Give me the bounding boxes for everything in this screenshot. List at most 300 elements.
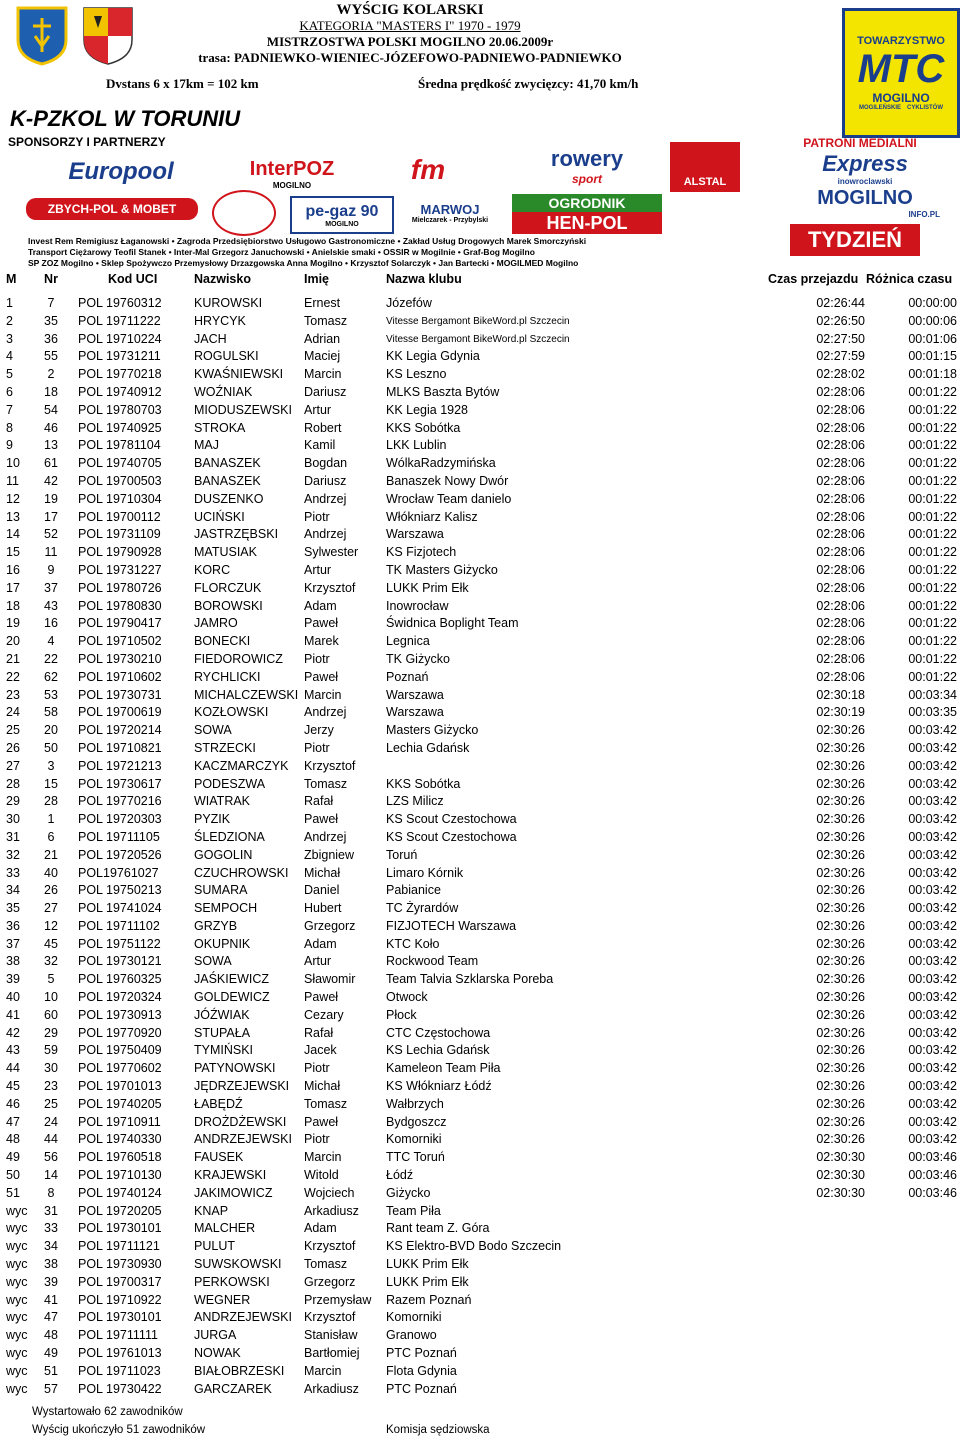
- cell-start-number: 36: [44, 331, 58, 346]
- cell-club: FIZJOTECH Warszawa: [386, 918, 517, 933]
- table-row: [0, 562, 960, 580]
- race-route: trasa: PADNIEWKO-WIENIEC-JÓZEFOWO-PADNIEWO-PADNIEWKO: [198, 50, 622, 65]
- cell-uci-code: POL 19730210: [78, 651, 162, 666]
- cell-place: 42: [6, 1025, 20, 1040]
- cell-uci-code: POL 19770216: [78, 794, 162, 809]
- cell-place: 14: [6, 527, 20, 542]
- table-row: [0, 1060, 960, 1078]
- cell-time-gap: 00:03:42: [908, 936, 957, 951]
- cell-surname: JĘDRZEJEWSKI: [194, 1079, 290, 1094]
- cell-time-gap: 00:01:06: [908, 331, 957, 346]
- cell-first-name: Stanisław: [304, 1328, 358, 1343]
- cell-start-number: 49: [44, 1346, 58, 1361]
- table-row: [0, 1220, 960, 1238]
- cell-start-number: 29: [44, 1025, 58, 1040]
- cell-start-number: 1: [47, 812, 55, 827]
- cell-first-name: Michał: [304, 865, 341, 880]
- cell-uci-code: POL 19730121: [78, 954, 162, 969]
- cell-time: 02:28:06: [816, 669, 865, 684]
- started-count: Wystartowało 62 zawodników: [32, 1406, 183, 1418]
- cell-place: wyc: [6, 1310, 28, 1325]
- cell-club: Komorniki: [386, 1310, 442, 1325]
- table-row: [0, 918, 960, 936]
- cell-uci-code: POL 19731109: [78, 527, 161, 542]
- cell-first-name: Tomasz: [304, 776, 348, 791]
- henpol-text: HEN-POL: [546, 212, 628, 233]
- kpzkol-logo: [10, 104, 250, 134]
- table-row: [0, 989, 960, 1007]
- cell-time: 02:30:26: [816, 829, 865, 844]
- cell-time-gap: 00:03:42: [908, 901, 957, 916]
- cell-uci-code: POL 19700619: [78, 705, 162, 720]
- table-row: [0, 1345, 960, 1363]
- cell-time: 02:30:26: [816, 812, 865, 827]
- sponsor-line: SP ZOZ Mogilno • Sklep Spożywczo Przemysłowy Drzazgowska Anna Mogilno • Krzysztof Solarczyk • Jan Bartecki • MOGILMED Mogilno: [28, 258, 579, 268]
- table-row: [0, 1078, 960, 1096]
- cell-start-number: 38: [44, 1257, 58, 1272]
- cell-time-gap: 00:03:42: [908, 918, 957, 933]
- table-row: [0, 437, 960, 455]
- cell-uci-code: POL 19710304: [78, 491, 162, 506]
- cell-uci-code: POL 19731227: [78, 562, 162, 577]
- table-row: [0, 847, 960, 865]
- express-sub-text: inowroclawski: [837, 176, 893, 184]
- cell-place: 12: [6, 491, 20, 506]
- cell-start-number: 34: [44, 1239, 58, 1254]
- cell-uci-code: POL 19730930: [78, 1257, 162, 1272]
- cell-start-number: 18: [44, 384, 58, 399]
- cell-first-name: Grzegorz: [304, 918, 356, 933]
- table-row: [0, 704, 960, 722]
- cell-surname: MAJ: [194, 438, 219, 453]
- mtc-top-text: TOWARZYSTWO: [857, 35, 945, 47]
- cell-start-number: 53: [44, 687, 58, 702]
- pegaz-logo: [290, 196, 394, 234]
- cell-start-number: 35: [44, 313, 58, 328]
- table-row: [0, 615, 960, 633]
- col-m: M: [6, 272, 17, 286]
- table-row: [0, 776, 960, 794]
- cell-first-name: Maciej: [304, 349, 341, 364]
- cell-first-name: Adam: [304, 936, 337, 951]
- cell-first-name: Paweł: [304, 1114, 339, 1129]
- cell-time: 02:28:06: [816, 438, 865, 453]
- cell-club: Granowo: [386, 1328, 437, 1343]
- cell-time-gap: 00:01:22: [908, 634, 957, 649]
- cell-time: 02:28:06: [816, 473, 865, 488]
- cell-start-number: 19: [44, 491, 58, 506]
- cell-place: 4: [6, 349, 13, 364]
- table-row: [0, 1185, 960, 1203]
- cell-start-number: 28: [44, 794, 58, 809]
- cell-time: 02:30:26: [816, 1114, 865, 1129]
- cell-first-name: Marek: [304, 634, 339, 649]
- express-logo: [790, 152, 940, 184]
- cell-club: TTC Toruń: [386, 1150, 445, 1165]
- cell-surname: KACZMARCZYK: [194, 758, 289, 773]
- cell-time-gap: 00:03:42: [908, 740, 957, 755]
- cell-club: MLKS Baszta Bytów: [386, 384, 500, 399]
- cell-club: Włókniarz Kalisz: [386, 509, 478, 524]
- cell-start-number: 15: [44, 776, 58, 791]
- cell-first-name: Rafał: [304, 1025, 334, 1040]
- cell-time: 02:30:26: [816, 1096, 865, 1111]
- cell-club: Warszawa: [386, 687, 444, 702]
- cell-club: Vitesse Bergamont BikeWord.pl Szczecin: [386, 333, 570, 345]
- table-row: [0, 1007, 960, 1025]
- cell-start-number: 21: [44, 847, 58, 862]
- cell-uci-code: POL 19710224: [78, 331, 162, 346]
- cell-surname: MATUSIAK: [194, 545, 257, 560]
- table-row: [0, 811, 960, 829]
- cell-place: 35: [6, 901, 20, 916]
- table-row: [0, 473, 960, 491]
- cell-time-gap: 00:03:42: [908, 1079, 957, 1094]
- cell-uci-code: POL 19710911: [78, 1114, 161, 1129]
- cell-first-name: Daniel: [304, 883, 340, 898]
- interpoz-logo: [224, 158, 360, 190]
- cell-uci-code: POL 19750409: [78, 1043, 162, 1058]
- cell-place: 50: [6, 1168, 20, 1183]
- table-row: [0, 420, 960, 438]
- cell-time-gap: 00:03:46: [908, 1150, 957, 1165]
- cell-surname: JAŚKIEWICZ: [194, 972, 270, 987]
- cell-club: KTC Koło: [386, 936, 440, 951]
- table-row: [0, 882, 960, 900]
- cell-club: TK Giżycko: [386, 651, 450, 666]
- cell-uci-code: POL 19770920: [78, 1025, 162, 1040]
- results-table-body: [0, 295, 960, 1398]
- cell-uci-code: POL 19700112: [78, 509, 161, 524]
- cell-uci-code: POL 19700317: [78, 1274, 162, 1289]
- table-row: [0, 348, 960, 366]
- cell-surname: UCIŃSKI: [194, 509, 245, 524]
- cell-first-name: Bartłomiej: [304, 1346, 360, 1361]
- cell-time: 02:30:26: [816, 865, 865, 880]
- cell-place: 3: [6, 331, 13, 346]
- cell-place: 27: [6, 758, 20, 773]
- cell-first-name: Sławomir: [304, 972, 356, 987]
- cell-time: 02:30:26: [816, 1079, 865, 1094]
- cell-start-number: 16: [44, 616, 58, 631]
- cell-first-name: Artur: [304, 562, 332, 577]
- cell-uci-code: POL 19730731: [78, 687, 162, 702]
- table-row: [0, 1167, 960, 1185]
- cell-place: wyc: [6, 1292, 28, 1307]
- cell-surname: PULUT: [194, 1239, 235, 1254]
- cell-first-name: Przemysław: [304, 1292, 372, 1307]
- cell-place: 29: [6, 794, 20, 809]
- cell-time-gap: 00:01:22: [908, 580, 957, 595]
- race-title: WYŚCIG KOLARSKI: [336, 2, 484, 18]
- alstal-logo: [670, 142, 740, 192]
- col-klub: Nazwa klubu: [386, 272, 462, 286]
- cell-time-gap: 00:03:42: [908, 776, 957, 791]
- table-row: [0, 633, 960, 651]
- cell-time: 02:28:06: [816, 420, 865, 435]
- cell-start-number: 6: [47, 829, 55, 844]
- cell-surname: SEMPOCH: [194, 901, 258, 916]
- cell-first-name: Marcin: [304, 1363, 342, 1378]
- cell-time: 02:30:26: [816, 776, 865, 791]
- seal-logo-icon: [212, 190, 276, 236]
- cell-time-gap: 00:01:22: [908, 598, 957, 613]
- cell-surname: HRYCYK: [194, 313, 246, 328]
- cell-time: 02:30:26: [816, 918, 865, 933]
- cell-club: Otwock: [386, 990, 428, 1005]
- cell-place: 10: [6, 456, 20, 471]
- cell-surname: ROGULSKI: [194, 349, 259, 364]
- cell-surname: KORC: [194, 562, 231, 577]
- cell-surname: PERKOWSKI: [194, 1274, 270, 1289]
- mogilnoinfo-sub-text: INFO.PL: [908, 210, 940, 218]
- cell-uci-code: POL 19731211: [78, 349, 161, 364]
- cell-surname: JAKIMOWICZ: [194, 1185, 273, 1200]
- cell-surname: FAUSEK: [194, 1150, 244, 1165]
- cell-place: wyc: [6, 1239, 28, 1254]
- cell-uci-code: POL 19790928: [78, 545, 162, 560]
- cell-surname: OKUPNIK: [194, 936, 251, 951]
- cell-start-number: 8: [47, 1185, 55, 1200]
- cell-first-name: Marcin: [304, 367, 342, 382]
- cell-time: 02:30:18: [816, 687, 865, 702]
- table-row: [0, 598, 960, 616]
- cell-surname: CZUCHROWSKI: [194, 865, 289, 880]
- cell-time: 02:30:26: [816, 972, 865, 987]
- cell-time: 02:27:59: [816, 349, 865, 364]
- table-row: [0, 1042, 960, 1060]
- europool-logo: [24, 158, 218, 186]
- cell-club: Rant team Z. Góra: [386, 1221, 490, 1236]
- cell-uci-code: POL 19780703: [78, 402, 162, 417]
- table-row: [0, 793, 960, 811]
- cell-surname: KOZŁOWSKI: [194, 705, 269, 720]
- cell-surname: DROŻDŻEWSKI: [194, 1114, 287, 1129]
- cell-time: 02:28:06: [816, 384, 865, 399]
- cell-club: KS Fizjotech: [386, 545, 457, 560]
- interpoz-text: InterPOZ: [249, 158, 335, 180]
- cell-surname: BANASZEK: [194, 473, 261, 488]
- table-row: [0, 936, 960, 954]
- cell-time-gap: 00:01:22: [908, 562, 957, 577]
- cell-first-name: Andrzej: [304, 705, 347, 720]
- cell-place: 2: [6, 313, 13, 328]
- cell-time-gap: 00:03:42: [908, 794, 957, 809]
- cell-place: 19: [6, 616, 20, 631]
- race-event: MISTRZOSTWA POLSKI MOGILNO 20.06.2009r: [266, 34, 554, 49]
- cell-start-number: 37: [44, 580, 58, 595]
- cell-time: 02:28:06: [816, 616, 865, 631]
- cell-uci-code: POL 19740330: [78, 1132, 162, 1147]
- results-table-header: [0, 272, 960, 288]
- jury-label: Komisja sędziowska: [386, 1424, 490, 1436]
- cell-first-name: Zbigniew: [304, 847, 355, 862]
- cell-place: 1: [6, 296, 13, 310]
- cell-uci-code: POL 19730101: [78, 1310, 162, 1325]
- cell-surname: JAMRO: [194, 616, 238, 631]
- cell-time: 02:28:06: [816, 562, 865, 577]
- col-imie: Imię: [304, 272, 330, 286]
- cell-place: 7: [6, 402, 13, 417]
- cell-place: 48: [6, 1132, 20, 1147]
- patroni-heading: [764, 136, 956, 150]
- cell-place: wyc: [6, 1203, 28, 1218]
- cell-club: Łódź: [386, 1168, 414, 1183]
- cell-club: LUKK Prim Ełk: [386, 580, 469, 595]
- cell-start-number: 39: [44, 1274, 58, 1289]
- cell-place: wyc: [6, 1274, 28, 1289]
- cell-uci-code: POL 19761013: [78, 1346, 162, 1361]
- cell-first-name: Paweł: [304, 812, 339, 827]
- cell-time: 02:30:26: [816, 1043, 865, 1058]
- cell-club: Giżycko: [386, 1185, 431, 1200]
- cell-uci-code: POL 19711102: [78, 918, 160, 933]
- cell-first-name: Piotr: [304, 740, 330, 755]
- cell-club: Masters Giżycko: [386, 723, 479, 738]
- cell-uci-code: POL 19780830: [78, 598, 162, 613]
- cell-place: 15: [6, 545, 20, 560]
- cell-start-number: 44: [44, 1132, 58, 1147]
- cell-time: 02:30:26: [816, 847, 865, 862]
- pegaz-sub-text: MOGILNO: [325, 220, 359, 228]
- cell-time-gap: 00:01:22: [908, 420, 957, 435]
- cell-time: 02:26:50: [816, 313, 865, 328]
- cell-place: 21: [6, 651, 20, 666]
- cell-surname: PODESZWA: [194, 776, 266, 791]
- cell-time-gap: 00:01:22: [908, 402, 957, 417]
- cell-club: Warszawa: [386, 527, 444, 542]
- cell-surname: PATYNOWSKI: [194, 1061, 276, 1076]
- cell-club: KKS Sobótka: [386, 776, 461, 791]
- cell-time: 02:30:26: [816, 723, 865, 738]
- cell-club: KS Lechia Gdańsk: [386, 1043, 490, 1058]
- cell-surname: BONECKI: [194, 634, 251, 649]
- cell-club: CTC Częstochowa: [386, 1025, 491, 1040]
- cell-uci-code: POL19761027: [78, 865, 159, 880]
- cell-first-name: Witold: [304, 1168, 339, 1183]
- cell-time: 02:26:44: [816, 296, 865, 310]
- winner-speed: Średna prędkość zwycięzcy: 41,70 km/h: [418, 76, 639, 91]
- table-row: [0, 1327, 960, 1345]
- cell-surname: ŁABĘDŹ: [194, 1096, 243, 1111]
- cell-time-gap: 00:01:22: [908, 456, 957, 471]
- cell-surname: KUROWSKI: [194, 296, 263, 310]
- cell-uci-code: POL 19701013: [78, 1079, 162, 1094]
- table-row: [0, 580, 960, 598]
- cell-uci-code: POL 19700503: [78, 473, 162, 488]
- cell-time-gap: 00:03:42: [908, 829, 957, 844]
- cell-time-gap: 00:01:22: [908, 669, 957, 684]
- tydzien-logo: [790, 224, 920, 256]
- cell-uci-code: POL 19770218: [78, 367, 162, 382]
- cell-surname: STROKA: [194, 420, 246, 435]
- cell-time: 02:28:06: [816, 598, 865, 613]
- cell-time: 02:28:02: [816, 367, 865, 382]
- cell-start-number: 3: [47, 758, 55, 773]
- cell-time: 02:30:30: [816, 1185, 865, 1200]
- cell-time-gap: 00:03:42: [908, 847, 957, 862]
- cell-time-gap: 00:01:22: [908, 527, 957, 542]
- cell-club: Świdnica Boplight Team: [386, 616, 519, 631]
- table-row: [0, 544, 960, 562]
- cell-time: 02:30:30: [816, 1150, 865, 1165]
- marwoj-text: MARWOJ: [420, 202, 480, 217]
- table-row: [0, 384, 960, 402]
- cell-surname: TYMIŃSKI: [194, 1043, 254, 1058]
- table-row: [0, 1238, 960, 1256]
- mtc-left-text: MOGILEŃSKIE: [858, 105, 901, 111]
- cell-place: 26: [6, 740, 20, 755]
- table-row: [0, 669, 960, 687]
- col-nr: Nr: [44, 272, 58, 286]
- race-category: KATEGORIA "MASTERS I" 1970 - 1979: [299, 18, 521, 33]
- cell-start-number: 59: [44, 1043, 58, 1058]
- patroni-text: PATRONI MEDIALNI: [803, 136, 917, 150]
- table-row: [0, 455, 960, 473]
- cell-place: 45: [6, 1079, 20, 1094]
- cell-start-number: 13: [44, 438, 58, 453]
- cell-time-gap: 00:01:22: [908, 473, 957, 488]
- table-row: [0, 509, 960, 527]
- cell-place: 44: [6, 1061, 20, 1076]
- cell-uci-code: POL 19711105: [78, 829, 160, 844]
- voivodeship-crest-icon: [16, 6, 68, 66]
- mtc-main-text: MTC: [857, 47, 945, 91]
- cell-uci-code: POL 19740205: [78, 1096, 162, 1111]
- cell-uci-code: POL 19711222: [78, 313, 161, 328]
- cell-club: KKS Sobótka: [386, 420, 461, 435]
- cell-start-number: 45: [44, 936, 58, 951]
- cell-time: 02:30:26: [816, 1132, 865, 1147]
- cell-uci-code: POL 19751122: [78, 936, 161, 951]
- table-row: [0, 865, 960, 883]
- zbych-logo: [26, 198, 198, 220]
- table-row: [0, 1309, 960, 1327]
- cell-uci-code: POL 19710130: [78, 1168, 162, 1183]
- cell-uci-code: POL 19740912: [78, 384, 162, 399]
- cell-surname: JURGA: [194, 1328, 237, 1343]
- document-header: [0, 0, 960, 111]
- cell-start-number: 62: [44, 669, 58, 684]
- cell-start-number: 4: [47, 634, 55, 649]
- table-row: [0, 1203, 960, 1221]
- cell-club: Banaszek Nowy Dwór: [386, 473, 509, 488]
- cell-start-number: 32: [44, 954, 58, 969]
- cell-first-name: Rafał: [304, 794, 334, 809]
- cell-start-number: 9: [47, 562, 55, 577]
- alstal-text: ALSTAL: [683, 176, 727, 188]
- cell-start-number: 26: [44, 883, 58, 898]
- cell-club: Limaro Kórnik: [386, 865, 464, 880]
- cell-place: 11: [6, 473, 19, 488]
- cell-surname: NOWAK: [194, 1346, 241, 1361]
- cell-place: 25: [6, 723, 20, 738]
- cell-first-name: Andrzej: [304, 527, 347, 542]
- cell-uci-code: POL 19741024: [78, 901, 162, 916]
- cell-start-number: 42: [44, 473, 58, 488]
- cell-time: 02:28:06: [816, 651, 865, 666]
- ogrodnik-logo: [512, 194, 662, 212]
- cell-start-number: 10: [44, 990, 58, 1005]
- cell-time-gap: 00:01:22: [908, 491, 957, 506]
- cell-time-gap: 00:03:42: [908, 1114, 957, 1129]
- cell-surname: GOLDEWICZ: [194, 990, 270, 1005]
- cell-surname: FLORCZUK: [194, 580, 262, 595]
- cell-club: Team Piła: [386, 1203, 441, 1218]
- cell-first-name: Krzysztof: [304, 758, 356, 773]
- cell-time-gap: 00:03:42: [908, 865, 957, 880]
- cell-first-name: Wojciech: [304, 1185, 355, 1200]
